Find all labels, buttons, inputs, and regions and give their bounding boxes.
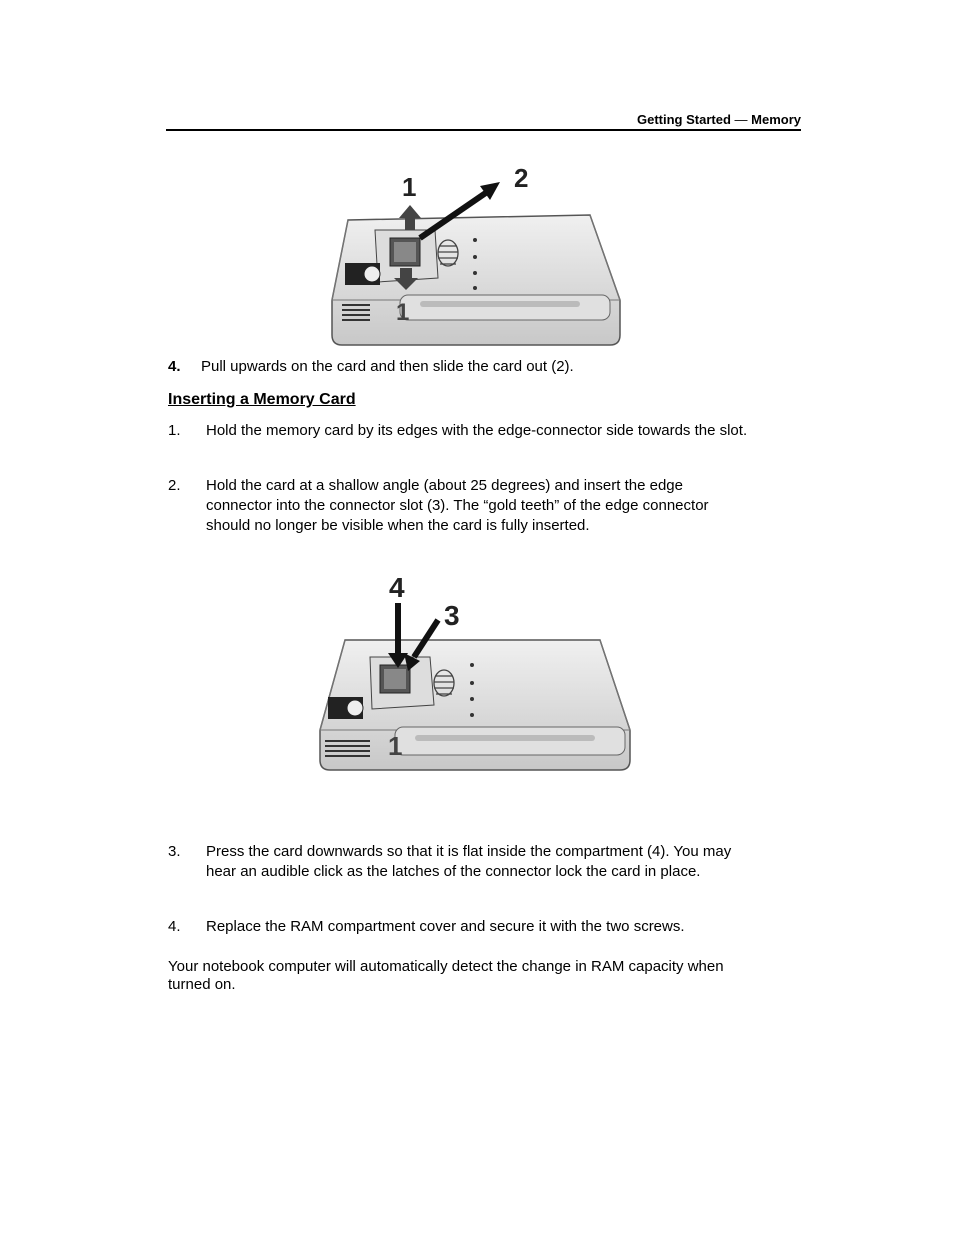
step-top-text: Pull upwards on the card and then slide the card out (2). <box>201 358 574 375</box>
header-section: Getting Started <box>636 112 731 127</box>
step-2-number: 2. <box>168 477 181 494</box>
figure2-label-4: 4 <box>389 572 405 603</box>
step-2-text: Hold the card at a shallow angle (about 25 degrees) and insert the edge connector into the connector slot (3). The “gold teeth” of the edge connector should no longer be visible when the card is fully inserted. <box>206 477 709 534</box>
closing-paragraph: Your notebook computer will automatically detect the change in RAM capacity when turned on. <box>168 958 724 993</box>
figure2-label-1: 1 <box>388 731 403 761</box>
figure1-label-2: 2 <box>514 163 529 193</box>
header-topic: Memory <box>751 112 801 127</box>
step-1-text: Hold the memory card by its edges with the edge-connector side towards the slot. <box>206 422 748 439</box>
step-top-number: 4. <box>168 358 181 375</box>
figure-card-removal <box>320 160 640 355</box>
running-header <box>166 110 801 130</box>
header-dash: — <box>734 112 748 127</box>
step-1-number: 1. <box>168 422 181 439</box>
step-3-number: 3. <box>168 843 181 860</box>
section-heading: Inserting a Memory Card <box>168 391 356 408</box>
figure2-label-3: 3 <box>444 600 460 631</box>
figure-card-insertion <box>310 565 650 790</box>
step-4-number: 4. <box>168 918 181 935</box>
figure1-label-1b: 1 <box>396 299 410 326</box>
step-4-text: Replace the RAM compartment cover and secure it with the two screws. <box>206 918 685 935</box>
step-3-text: Press the card downwards so that it is flat inside the compartment (4). You may hear an audible click as the latches of the connector lock the card in place. <box>206 843 732 880</box>
figure1-label-1: 1 <box>402 172 417 202</box>
header-rule <box>166 129 801 131</box>
